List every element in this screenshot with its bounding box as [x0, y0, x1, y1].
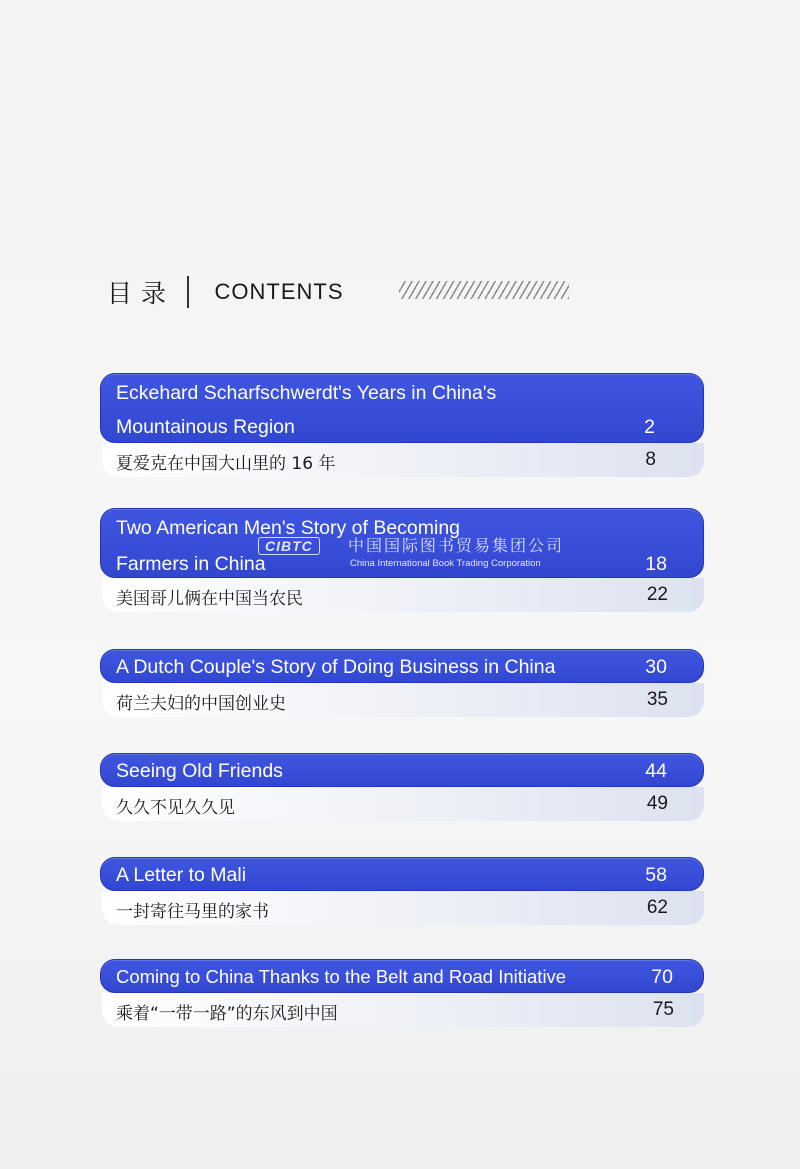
entry-chinese-title: 乘着“一带一路”的东风到中国 [116, 1004, 338, 1024]
toc-title-chinese: 目录 [107, 279, 176, 308]
entry-title-line1: A Letter to Mali [116, 864, 247, 886]
entry-title-bar[interactable] [100, 959, 704, 993]
entry-title-bar[interactable] [100, 508, 704, 578]
entry-chinese-page-number: 49 [646, 793, 668, 814]
hatch-decoration [399, 281, 569, 299]
entry-chinese-title: 久久不见久久见 [116, 798, 235, 818]
entry-chinese-page-number: 62 [646, 897, 668, 918]
entry-page-number: 44 [645, 760, 667, 782]
entry-title-line1: A Dutch Couple's Story of Doing Business in China [116, 656, 556, 678]
header-divider [187, 276, 189, 308]
entry-chinese-row[interactable] [102, 443, 704, 477]
entry-title-bar[interactable] [100, 857, 704, 891]
toc-entry-5[interactable] [100, 857, 704, 925]
entry-chinese-page-number: 8 [645, 449, 656, 470]
entry-chinese-row[interactable] [102, 578, 704, 612]
toc-title-english: CONTENTS [214, 279, 344, 304]
entry-chinese-row[interactable] [102, 683, 704, 717]
toc-entry-3[interactable] [100, 649, 704, 717]
toc-header [107, 272, 344, 312]
entry-page-number: 2 [644, 416, 655, 438]
watermark-english-name: China International Book Trading Corporation [350, 558, 541, 569]
watermark-logo: CIBTC [258, 537, 320, 555]
entry-page-number: 58 [645, 864, 667, 886]
entry-title-line2: Farmers in China [116, 553, 266, 575]
entry-chinese-row[interactable] [102, 891, 704, 925]
entry-chinese-title: 夏爱克在中国大山里的 16 年 [116, 454, 336, 474]
entry-title-bar[interactable] [100, 649, 704, 683]
entry-chinese-page-number: 22 [646, 584, 668, 605]
entry-page-number: 70 [651, 966, 673, 988]
toc-entry-1[interactable] [100, 373, 704, 477]
entry-page-number: 18 [645, 553, 667, 575]
entry-chinese-page-number: 35 [646, 689, 668, 710]
entry-title-bar[interactable] [100, 373, 704, 443]
entry-title-line1: Seeing Old Friends [116, 760, 283, 782]
entry-chinese-title: 荷兰夫妇的中国创业史 [116, 694, 286, 714]
toc-entry-4[interactable] [100, 753, 704, 821]
entry-title-bar[interactable] [100, 753, 704, 787]
entry-chinese-title: 美国哥儿俩在中国当农民 [116, 589, 303, 609]
toc-entry-6[interactable] [100, 959, 704, 1027]
entry-page-number: 30 [645, 656, 667, 678]
entry-title-line1: Two American Men's Story of Becoming [116, 517, 461, 539]
entry-title-line1: Eckehard Scharfschwerdt's Years in China's [116, 382, 497, 404]
toc-entry-2[interactable] [100, 508, 704, 612]
entry-chinese-page-number: 75 [652, 999, 674, 1020]
entry-chinese-title: 一封寄往马里的家书 [116, 902, 269, 922]
entry-chinese-row[interactable] [102, 993, 704, 1027]
entry-title-line1: Coming to China Thanks to the Belt and Road Initiative [116, 966, 567, 987]
entry-chinese-row[interactable] [102, 787, 704, 821]
watermark-chinese-name: 中国国际图书贸易集团公司 [348, 536, 565, 555]
entry-title-line2: Mountainous Region [116, 416, 295, 438]
